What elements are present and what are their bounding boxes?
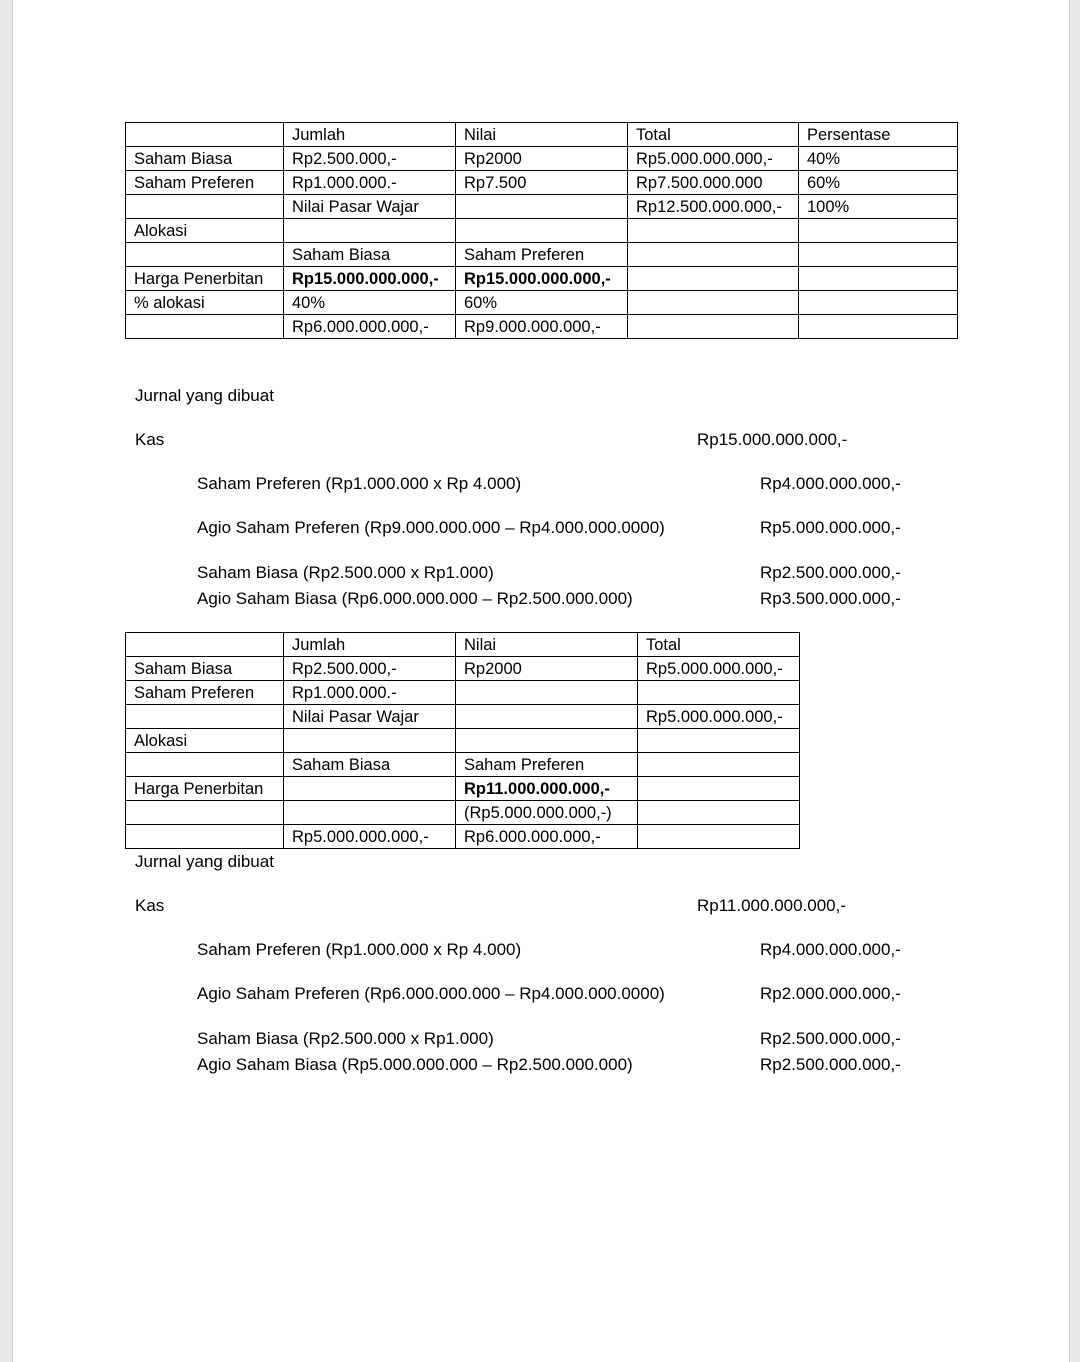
table-cell [638, 753, 800, 777]
table-cell: (Rp5.000.000.000,-) [456, 801, 638, 825]
document-page [12, 0, 1070, 1362]
table-cell: Harga Penerbitan [126, 267, 284, 291]
table-cell [456, 705, 638, 729]
table-cell [799, 219, 958, 243]
table-cell [126, 801, 284, 825]
journal-2-credit-label: Agio Saham Biasa (Rp5.000.000.000 – Rp2.500.000.000) [197, 1055, 633, 1074]
table-cell: Alokasi [126, 219, 284, 243]
table-row [126, 825, 800, 849]
table-cell: 40% [284, 291, 456, 315]
table-cell: Rp2.500.000,- [284, 657, 456, 681]
table-cell [799, 243, 958, 267]
table-cell [126, 123, 284, 147]
journal-1-debit-account: Kas [135, 430, 165, 449]
table-cell [628, 315, 799, 339]
table-cell [628, 291, 799, 315]
table-row [126, 267, 958, 291]
table-cell: Rp1.000.000.- [284, 681, 456, 705]
table-cell [638, 729, 800, 753]
table-cell: Nilai Pasar Wajar [284, 705, 456, 729]
table-cell: 100% [799, 195, 958, 219]
table-row [126, 171, 958, 195]
table-row [126, 777, 800, 801]
table-row [126, 801, 800, 825]
allocation-table-1 [125, 122, 958, 339]
table-cell [799, 267, 958, 291]
table-cell: Alokasi [126, 729, 284, 753]
table-cell [799, 315, 958, 339]
table-cell: Rp15.000.000.000,- [456, 267, 628, 291]
table-cell [799, 291, 958, 315]
table-row [126, 633, 800, 657]
table-cell: Rp5.000.000.000,- [628, 147, 799, 171]
table-cell [126, 243, 284, 267]
table-cell [638, 777, 800, 801]
table-cell: Saham Preferen [456, 243, 628, 267]
journal-2-credit-label: Saham Biasa (Rp2.500.000 x Rp1.000) [197, 1029, 494, 1048]
table-cell: Total [628, 123, 799, 147]
table-cell: Rp2.500.000,- [284, 147, 456, 171]
table-cell [284, 777, 456, 801]
table-row [126, 657, 800, 681]
table-cell [126, 705, 284, 729]
table-cell [638, 801, 800, 825]
table-cell: Nilai [456, 633, 638, 657]
table-cell: Rp15.000.000.000,- [284, 267, 456, 291]
table-cell: 60% [456, 291, 628, 315]
table-cell: Rp5.000.000.000,- [638, 705, 800, 729]
table-cell: 60% [799, 171, 958, 195]
table-cell [284, 219, 456, 243]
table-cell [456, 681, 638, 705]
table-cell [628, 267, 799, 291]
table-row [126, 243, 958, 267]
journal-2-credit-amount: Rp2.000.000.000,- [760, 984, 901, 1003]
journal-1-credit-amount: Rp3.500.000.000,- [760, 589, 901, 608]
table-row [126, 147, 958, 171]
table-cell: Saham Biasa [126, 147, 284, 171]
table-cell [638, 825, 800, 849]
table-cell: Rp12.500.000.000,- [628, 195, 799, 219]
journal-1-credit-label: Saham Preferen (Rp1.000.000 x Rp 4.000) [197, 474, 522, 493]
table-cell: Rp6.000.000.000,- [284, 315, 456, 339]
table-cell: Saham Preferen [456, 753, 638, 777]
table-cell [284, 801, 456, 825]
journal-2-title: Jurnal yang dibuat [135, 852, 274, 871]
journal-1-credit-amount: Rp4.000.000.000,- [760, 474, 901, 493]
table-cell: Saham Preferen [126, 681, 284, 705]
table-cell [628, 219, 799, 243]
table-cell: Jumlah [284, 123, 456, 147]
table-cell: 40% [799, 147, 958, 171]
table-cell: Rp6.000.000.000,- [456, 825, 638, 849]
table-cell [628, 243, 799, 267]
table-row [126, 705, 800, 729]
table-cell [126, 315, 284, 339]
table-row [126, 315, 958, 339]
table-cell [456, 195, 628, 219]
table-row [126, 729, 800, 753]
table-cell: Saham Biasa [126, 657, 284, 681]
table-cell: Nilai [456, 123, 628, 147]
table-row [126, 291, 958, 315]
journal-1-credit-label: Agio Saham Preferen (Rp9.000.000.000 – Rp4.000.000.0000) [197, 518, 665, 537]
table-cell [126, 753, 284, 777]
journal-1-title: Jurnal yang dibuat [135, 386, 274, 405]
journal-1-credit-amount: Rp5.000.000.000,- [760, 518, 901, 537]
journal-2-credit-amount: Rp4.000.000.000,- [760, 940, 901, 959]
table-row [126, 123, 958, 147]
table-cell: Nilai Pasar Wajar [284, 195, 456, 219]
table-row [126, 681, 800, 705]
table-row [126, 195, 958, 219]
table-cell [456, 729, 638, 753]
table-cell: % alokasi [126, 291, 284, 315]
table-cell: Rp2000 [456, 147, 628, 171]
journal-1-credit-label: Saham Biasa (Rp2.500.000 x Rp1.000) [197, 563, 494, 582]
table-cell [126, 633, 284, 657]
journal-1-debit-amount: Rp15.000.000.000,- [697, 430, 848, 449]
table-cell: Jumlah [284, 633, 456, 657]
table-cell [284, 729, 456, 753]
journal-2-credit-label: Saham Preferen (Rp1.000.000 x Rp 4.000) [197, 940, 522, 959]
journal-2-debit-amount: Rp11.000.000.000,- [697, 896, 847, 915]
table-cell: Rp1.000.000.- [284, 171, 456, 195]
journal-2-debit-account: Kas [135, 896, 165, 915]
journal-1-credit-amount: Rp2.500.000.000,- [760, 563, 901, 582]
table-cell: Rp2000 [456, 657, 638, 681]
table-cell: Rp7.500 [456, 171, 628, 195]
table-row [126, 753, 800, 777]
table-cell: Saham Preferen [126, 171, 284, 195]
journal-2-credit-amount: Rp2.500.000.000,- [760, 1029, 901, 1048]
table-cell: Saham Biasa [284, 243, 456, 267]
table-cell [126, 195, 284, 219]
table-cell: Rp7.500.000.000 [628, 171, 799, 195]
table-cell: Rp9.000.000.000,- [456, 315, 628, 339]
table-cell: Rp11.000.000.000,- [456, 777, 638, 801]
table-cell [456, 219, 628, 243]
table-cell: Persentase [799, 123, 958, 147]
table-cell: Saham Biasa [284, 753, 456, 777]
table-cell [126, 825, 284, 849]
journal-1-credit-label: Agio Saham Biasa (Rp6.000.000.000 – Rp2.500.000.000) [197, 589, 633, 608]
table-cell: Rp5.000.000.000,- [638, 657, 800, 681]
allocation-table-2 [125, 632, 800, 849]
table-cell [638, 681, 800, 705]
table-row [126, 219, 958, 243]
table-cell: Rp5.000.000.000,- [284, 825, 456, 849]
table-cell: Harga Penerbitan [126, 777, 284, 801]
table-cell: Total [638, 633, 800, 657]
journal-2-credit-amount: Rp2.500.000.000,- [760, 1055, 901, 1074]
journal-2-credit-label: Agio Saham Preferen (Rp6.000.000.000 – Rp4.000.000.0000) [197, 984, 665, 1003]
